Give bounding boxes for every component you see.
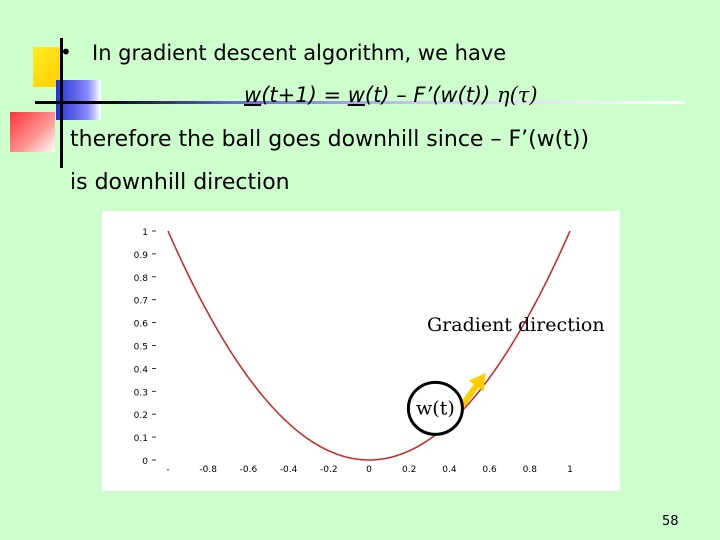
y-tick-label: 0.5 <box>133 342 148 353</box>
y-tick-label: 0.9 <box>133 250 148 261</box>
y-tick-label: 0.2 <box>133 411 148 422</box>
slide-text-line3: therefore the ball goes downhill since – F’(w(t)) <box>70 127 590 152</box>
x-tick-label: 0 <box>366 465 372 475</box>
y-tick-label: 0.6 <box>133 319 148 330</box>
x-tick-label: -0.6 <box>239 465 258 475</box>
formula-learning-rate: η(τ) <box>497 83 538 107</box>
chart-background <box>102 211 620 491</box>
y-tick-label: 0.3 <box>133 388 148 399</box>
parabola-chart <box>102 211 620 491</box>
y-tick-label: 0.7 <box>133 296 148 307</box>
gradient-direction-label: Gradient direction <box>427 314 605 336</box>
slide-text-line4: is downhill direction <box>70 170 290 195</box>
formula-part1: (t+1) = <box>261 83 348 107</box>
bullet-icon: • <box>60 40 72 64</box>
y-tick-label: 0.1 <box>133 434 148 445</box>
y-tick-label: 1 <box>142 228 148 238</box>
formula-w-next: w <box>244 83 262 107</box>
x-tick-label: -0.8 <box>199 465 217 475</box>
x-tick-label: -0.4 <box>279 465 298 475</box>
formula-part2: (t) – F’(w(t)) <box>364 83 497 107</box>
formula-w-current: w <box>347 83 365 107</box>
y-tick-label: 0.8 <box>133 273 148 284</box>
update-formula <box>244 83 538 107</box>
current-point-label: w(t) <box>416 397 455 420</box>
y-tick-label: 0 <box>142 457 148 467</box>
page-number: 58 <box>662 514 679 529</box>
x-tick-label: 0.4 <box>442 465 457 475</box>
x-tick-label: 0.2 <box>402 465 417 475</box>
y-tick-label: 0.4 <box>133 365 148 376</box>
x-tick-label: 1 <box>567 465 573 475</box>
x-tick-label: 0.6 <box>482 465 497 475</box>
x-tick-label: 0.8 <box>522 465 537 475</box>
x-tick-label: - <box>166 465 170 475</box>
slide-text-line1: In gradient descent algorithm, we have <box>92 41 507 65</box>
x-tick-label: -0.2 <box>320 465 338 475</box>
decor-red-square <box>10 112 55 152</box>
